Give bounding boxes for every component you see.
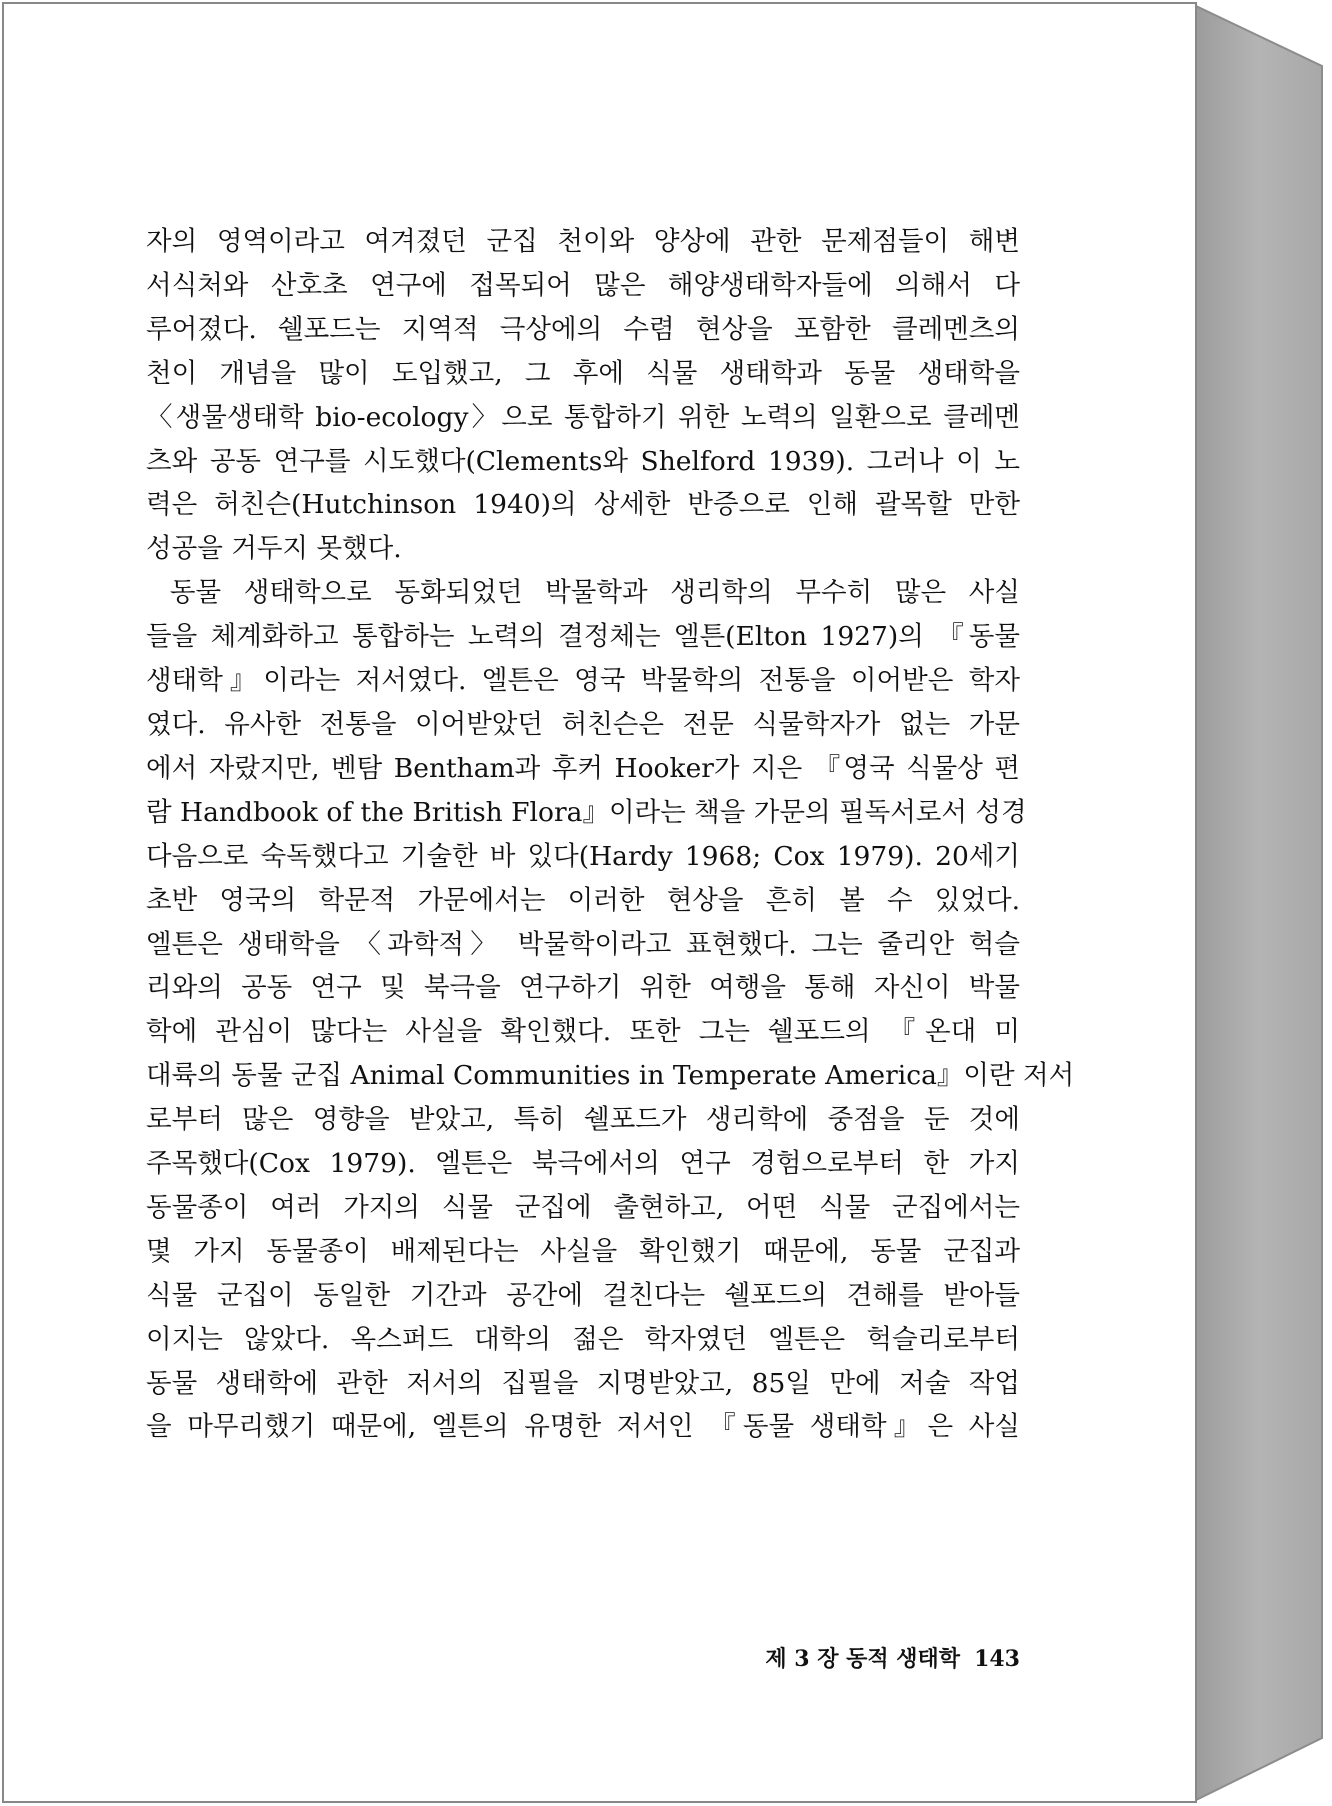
page-number: 143 — [974, 1646, 1020, 1672]
text-line: 동물 생태학으로 동화되었던 박물학과 생리학의 무수히 많은 사실 — [169, 577, 1020, 609]
text-line: 생태학』이라는 저서였다. 엘튼은 영국 박물학의 전통을 이어받은 학자 — [146, 665, 1020, 697]
text-line: 에서 자랐지만, 벤탐 Bentham과 후커 Hooker가 지은 『영국 식물상 편 — [146, 752, 1020, 784]
text-line: 였다. 유사한 전통을 이어받았던 허친슨은 전문 식물학자가 없는 가문 — [146, 708, 1020, 740]
text-line: 츠와 공동 연구를 시도했다(Clements와 Shelford 1939). 그러나 이 노 — [146, 445, 1020, 477]
text-line: 성공을 거두지 못했다. — [146, 533, 402, 565]
running-footer — [146, 1642, 1020, 1673]
paragraph-2 — [146, 571, 1075, 1449]
text-line: 몇 가지 동물종이 배제된다는 사실을 확인했기 때문에, 동물 군집과 — [146, 1235, 1020, 1267]
text-line: 력은 허친슨(Hutchinson 1940)의 상세한 반증으로 인해 괄목할 만한 — [146, 489, 1020, 521]
text-line: 다음으로 숙독했다고 기술한 바 있다(Hardy 1968; Cox 1979). 20세기 — [146, 840, 1020, 872]
text-line: 주목했다(Cox 1979). 엘튼은 북극에서의 연구 경험으로부터 한 가지 — [146, 1148, 1020, 1180]
text-line: 동물종이 여러 가지의 식물 군집에 출현하고, 어떤 식물 군집에서는 — [146, 1191, 1020, 1223]
text-line: 리와의 공동 연구 및 북극을 연구하기 위한 여행을 통해 자신이 박물 — [146, 972, 1020, 1004]
text-line: 루어졌다. 쉘포드는 지역적 극상에의 수렴 현상을 포함한 클레멘츠의 — [146, 313, 1020, 345]
paragraph-1 — [146, 220, 1020, 571]
text-line: 대륙의 동물 군집 Animal Communities in Temperate America』이란 저서 — [146, 1060, 1075, 1092]
text-line: 〈생물생태학 bio-ecology〉으로 통합하기 위한 노력의 일환으로 클레멘 — [146, 401, 1020, 433]
text-line: 을 마무리했기 때문에, 엘튼의 유명한 저서인 『동물 생태학』은 사실 — [146, 1411, 1020, 1443]
text-line: 들을 체계화하고 통합하는 노력의 결정체는 엘튼(Elton 1927)의 『동물 — [146, 621, 1020, 653]
text-line: 서식처와 산호초 연구에 접목되어 많은 해양생태학자들에 의해서 다 — [146, 269, 1020, 301]
text-line: 학에 관심이 많다는 사실을 확인했다. 또한 그는 쉘포드의 『온대 미 — [146, 1016, 1020, 1048]
text-line: 로부터 많은 영향을 받았고, 특히 쉘포드가 생리학에 중점을 둔 것에 — [146, 1104, 1020, 1136]
text-line: 이지는 않았다. 옥스퍼드 대학의 젊은 학자였던 엘튼은 헉슬리로부터 — [146, 1323, 1020, 1355]
text-line: 천이 개념을 많이 도입했고, 그 후에 식물 생태학과 동물 생태학을 — [146, 357, 1020, 389]
book-side-edge — [1196, 6, 1322, 1800]
text-line: 식물 군집이 동일한 기간과 공간에 걸친다는 쉘포드의 견해를 받아들 — [146, 1279, 1020, 1311]
page-body — [146, 220, 1075, 1449]
chapter-title: 제 3 장 동적 생태학 — [765, 1646, 961, 1672]
text-line: 초반 영국의 학문적 가문에서는 이러한 현상을 흔히 볼 수 있었다. — [146, 884, 1020, 916]
text-line: 람 Handbook of the British Flora』이라는 책을 가문의 필독서로서 성경 — [146, 796, 1027, 828]
text-line: 엘튼은 생태학을 〈과학적〉 박물학이라고 표현했다. 그는 줄리안 헉슬 — [146, 928, 1020, 960]
text-line: 자의 영역이라고 여겨졌던 군집 천이와 양상에 관한 문제점들이 해변 — [146, 226, 1020, 257]
text-line: 동물 생태학에 관한 저서의 집필을 지명받았고, 85일 만에 저술 작업 — [146, 1367, 1020, 1399]
